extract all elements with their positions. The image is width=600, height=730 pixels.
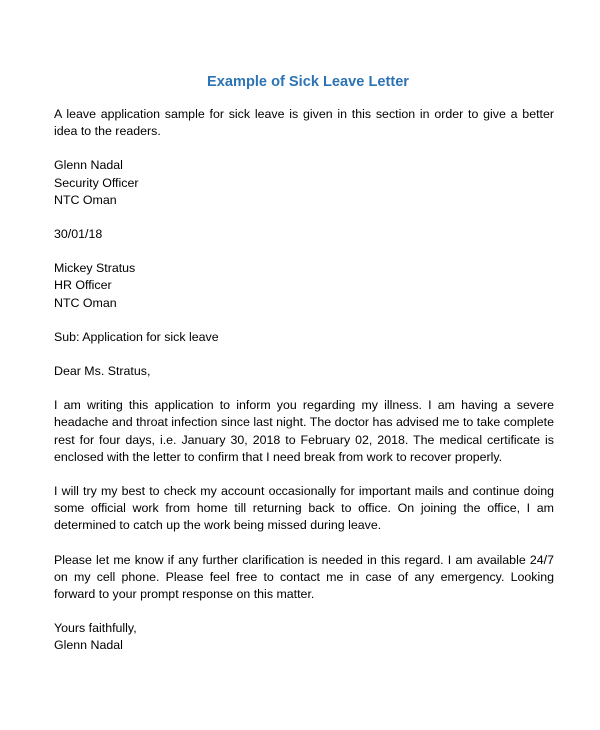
- body-paragraph-3: Please let me know if any further clarification is needed in this regard. I am available 24/7 on my cell phone. Please feel free to contact me in case of any emergency. Looking forward to your prompt response on this matter.: [54, 552, 554, 602]
- intro-text: A leave application sample for sick leave is given in this section in order to give a better idea to the readers.: [54, 107, 554, 139]
- sender-position: Security Officer: [54, 175, 139, 190]
- signature-name: Glenn Nadal: [54, 638, 123, 653]
- sender-name: Glenn Nadal: [54, 158, 123, 173]
- subject-block: [54, 329, 554, 346]
- letter-document: [54, 72, 554, 655]
- sender-address: [54, 157, 554, 209]
- closing-block: [54, 620, 554, 654]
- body-paragraph-2: I will try my best to check my account occasionally for important mails and continue doing some official work from home till returning back to office. On joining the office, I am determined to catch up the work being missed during leave.: [54, 484, 554, 533]
- subject-line: Sub: Application for sick leave: [54, 329, 219, 344]
- recipient-position: HR Officer: [54, 278, 112, 293]
- recipient-name: Mickey Stratus: [54, 261, 136, 276]
- salutation: Dear Ms. Stratus,: [54, 364, 151, 379]
- sender-company: NTC Oman: [54, 192, 117, 207]
- recipient-company: NTC Oman: [54, 295, 117, 310]
- page-title: Example of Sick Leave Letter: [207, 74, 409, 90]
- letter-date-block: [54, 226, 554, 243]
- closing-phrase: Yours faithfully,: [54, 621, 137, 636]
- salutation-block: [54, 363, 554, 380]
- letter-date: 30/01/18: [54, 227, 103, 242]
- recipient-address: [54, 260, 554, 312]
- body-paragraph-1: I am writing this application to inform you regarding my illness. I am having a severe headache and throat infection since last night. The doctor has advised me to take complete rest for four days, i.e. January 30, 2018 to February 02, 2018. The medical certificate is enclosed with the letter to confirm that I need break from work to recover properly.: [54, 398, 554, 464]
